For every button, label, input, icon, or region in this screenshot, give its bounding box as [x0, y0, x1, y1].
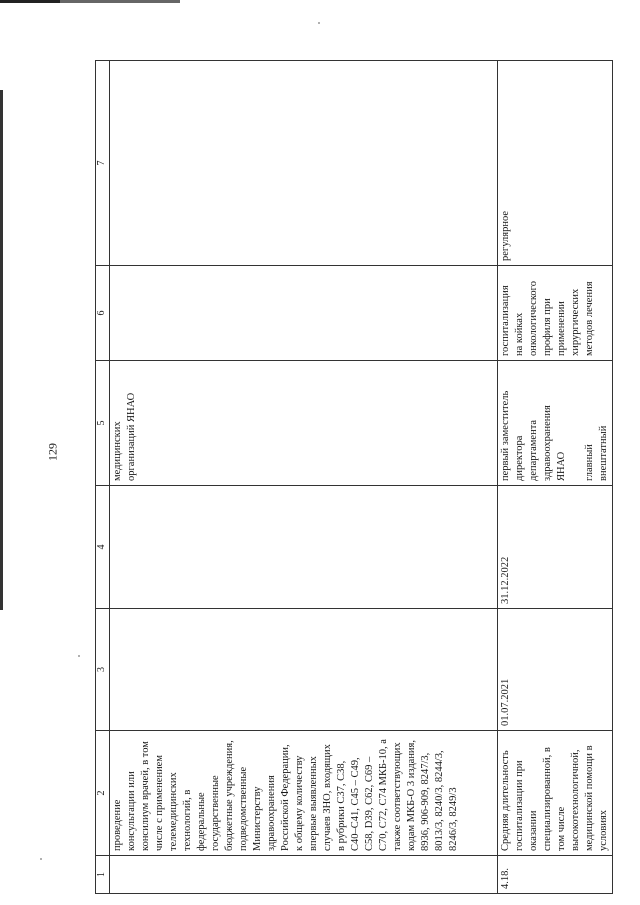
column-number: 1: [96, 856, 110, 894]
page-number: 129: [45, 443, 60, 461]
scan-speck: [40, 858, 42, 860]
column-number: 6: [96, 266, 110, 361]
result-cell: госпитализация на койках онкологического профиля при применении хирургических методов лечения: [498, 266, 613, 361]
result-cell: [110, 266, 498, 361]
item-number-cell: [110, 856, 498, 894]
end-date-cell: [110, 486, 498, 609]
table-row: [498, 61, 613, 894]
scan-speck: [318, 22, 320, 24]
end-date-cell: 31.12.2022: [498, 486, 613, 609]
start-date-cell: [110, 609, 498, 731]
periodicity-cell: регулярное: [498, 61, 613, 266]
scan-speck: [78, 655, 80, 657]
column-number: 3: [96, 609, 110, 731]
item-name-cell: Средняя длительность госпитализации при оказании специализированной, в том числе высокотехнологичной, медицинской помощи в условиях: [498, 731, 613, 856]
periodicity-cell: [110, 61, 498, 266]
table-row: [110, 61, 498, 894]
item-number-cell: 4.18.: [498, 856, 613, 894]
column-number: 5: [96, 361, 110, 486]
scan-edge-top: [0, 0, 300, 3]
column-number-row: [96, 61, 110, 894]
plan-table: [95, 60, 613, 894]
scan-edge-left: [0, 90, 3, 610]
responsible-cell: первый заместитель директора департамента здравоохранения ЯНАО главный внештатный: [498, 361, 613, 486]
column-number: 2: [96, 731, 110, 856]
start-date-cell: 01.07.2021: [498, 609, 613, 731]
column-number: 4: [96, 486, 110, 609]
responsible-cell: медицинских организаций ЯНАО: [110, 361, 498, 486]
item-name-cell: проведение консультации или консилиум врачей, в том числе с применением телемедицинских технологий, в федеральные государственные бюджетные учреждения, подведомственные Министерству здравоохранения Российской Федерации, к общему количеству впервые выявленных случаев ЗНО, входящих в рубрики С37, С38, С40–С41, С45 – С49, С58, D39, С62, С69 – С70, С72, С74 МКБ-10, а также соответствующих кодам МКБ-О 3 издания, 8936, 906-909, 8247/3, 8013/3, 8240/3, 8244/3, 8246/3, 8249/3: [110, 731, 498, 856]
column-number: 7: [96, 61, 110, 266]
rotated-table-container: [95, 61, 612, 894]
